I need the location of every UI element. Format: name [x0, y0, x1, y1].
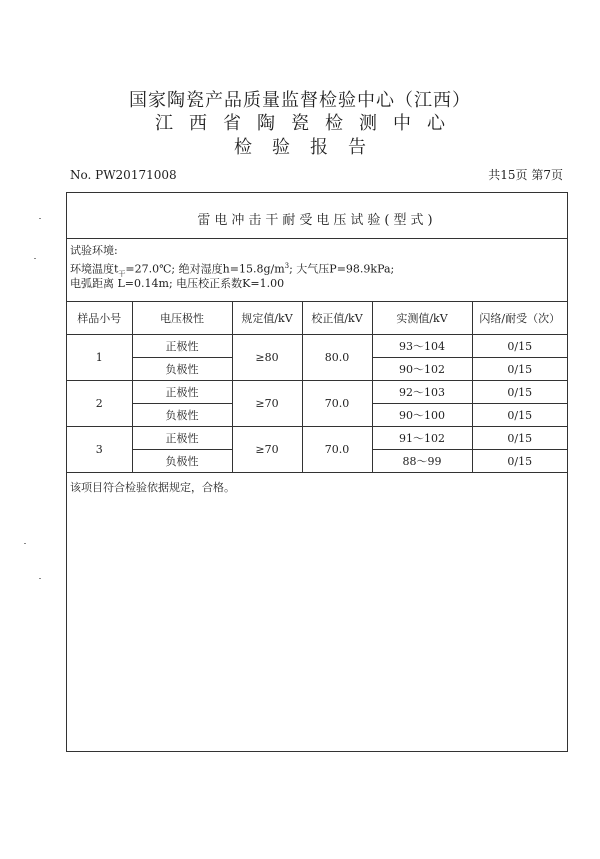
polarity: 负极性	[132, 358, 232, 381]
temp-sub: 干	[118, 269, 126, 278]
table-row	[67, 427, 567, 450]
polarity: 负极性	[132, 404, 232, 427]
test-results-table	[67, 301, 567, 473]
flashover-result: 0/15	[472, 404, 567, 427]
humidity-sup: 3	[284, 262, 290, 270]
sample-id: 3	[67, 427, 132, 473]
flashover-result: 0/15	[472, 427, 567, 450]
specified-value: ≥70	[232, 381, 302, 427]
test-name: 雷电冲击干耐受电压试验(型式)	[197, 213, 437, 228]
sample-id: 1	[67, 335, 132, 381]
report-center-title: 江西省陶瓷检测中心	[155, 113, 461, 134]
report-type-title: 检验报告	[234, 137, 386, 158]
temp-label: 环境温度t	[70, 262, 119, 276]
report-frame	[66, 192, 568, 752]
table-row	[67, 381, 567, 404]
humidity: 绝对湿度h=15.8g/m	[178, 262, 285, 276]
polarity: 正极性	[132, 427, 232, 450]
report-number: No. PW20171008	[70, 168, 177, 182]
environment-heading: 试验环境:	[70, 244, 118, 257]
pressure: ; 大气压P=98.9kPa;	[289, 262, 395, 276]
conclusion-text: 该项目符合检验依据规定，合格。	[70, 481, 235, 494]
header-sample-no: 样品小号	[67, 302, 132, 335]
arc-distance: 电弧距离 L=0.14m; 电压校正系数K=1.00	[70, 277, 285, 290]
scan-speck	[24, 543, 26, 544]
measured-value: 93～104	[372, 335, 472, 358]
divider	[67, 238, 567, 239]
corrected-value: 70.0	[302, 427, 372, 473]
corrected-value: 80.0	[302, 335, 372, 381]
polarity: 负极性	[132, 450, 232, 473]
page-indicator: 共15页 第7页	[488, 168, 563, 182]
measured-value: 91～102	[372, 427, 472, 450]
measured-value: 88～99	[372, 450, 472, 473]
measured-value: 90～102	[372, 358, 472, 381]
measured-value: 90～100	[372, 404, 472, 427]
flashover-result: 0/15	[472, 358, 567, 381]
header-flashover: 闪络/耐受（次）	[472, 302, 567, 335]
header-measured: 实测值/kV	[372, 302, 472, 335]
polarity: 正极性	[132, 381, 232, 404]
scan-speck	[39, 578, 41, 579]
specified-value: ≥70	[232, 427, 302, 473]
header-corrected: 校正值/kV	[302, 302, 372, 335]
flashover-result: 0/15	[472, 335, 567, 358]
sample-id: 2	[67, 381, 132, 427]
specified-value: ≥80	[232, 335, 302, 381]
flashover-result: 0/15	[472, 450, 567, 473]
flashover-result: 0/15	[472, 381, 567, 404]
corrected-value: 70.0	[302, 381, 372, 427]
report-institution-title: 国家陶瓷产品质量监督检验中心（江西）	[129, 90, 471, 111]
temp-value: =27.0℃;	[125, 262, 176, 276]
polarity: 正极性	[132, 335, 232, 358]
header-specified: 规定值/kV	[232, 302, 302, 335]
header-polarity: 电压极性	[132, 302, 232, 335]
measured-value: 92～103	[372, 381, 472, 404]
table-header-row	[67, 302, 567, 335]
scan-speck	[34, 258, 36, 259]
table-row	[67, 335, 567, 358]
scan-speck	[39, 218, 41, 219]
